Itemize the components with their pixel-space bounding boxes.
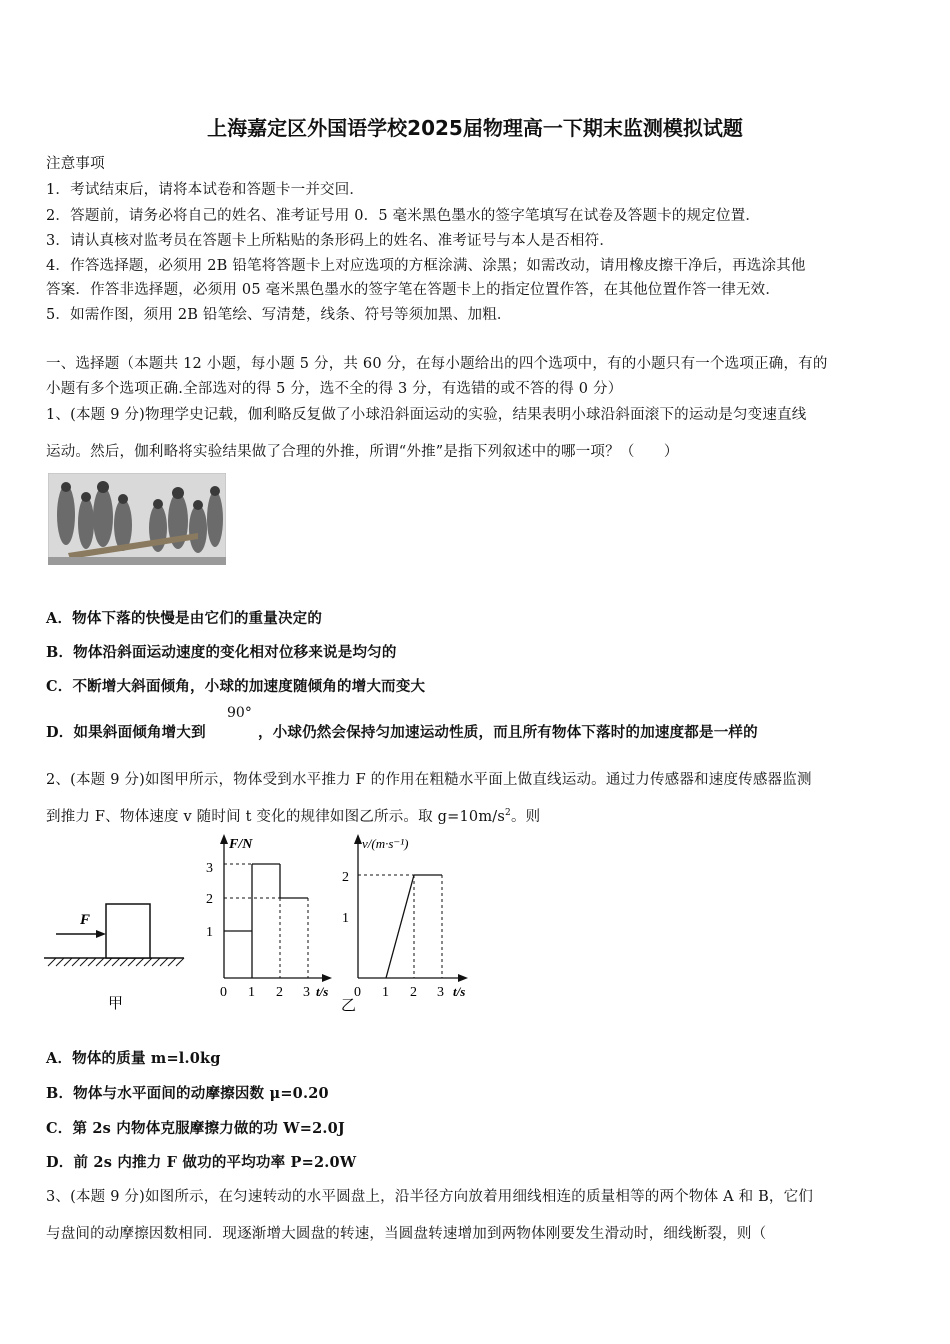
q2-stem: 2、(本题 9 分)如图甲所示，物体受到水平推力 F 的作用在粗糙水平面上做直线运动。通过力传感器和速度传感器监测 <box>46 772 812 788</box>
g2-ylabel: v/(m·s⁻¹) <box>362 836 409 851</box>
q1-option-d-suffix: ，小球仍然会保持匀加速运动性质，而且所有物体下落时的加速度都是一样的 <box>258 724 758 741</box>
q2-option-c: C．第 2s 内物体克服摩擦力做的功 W=2.0J <box>46 1120 345 1137</box>
force-time-graph <box>206 834 332 1000</box>
q2-option-a: A．物体的质量 m=l.0kg <box>46 1050 221 1067</box>
g2-ytick: 1 <box>342 911 349 926</box>
g1-xtick: 1 <box>248 985 255 1000</box>
g1-xtick: 3 <box>303 985 310 1000</box>
notice-item: 3．请认真核对监考员在答题卡上所粘贴的条形码上的姓名、准考证号与本人是否相符． <box>46 233 615 249</box>
g2-xtick: 3 <box>437 985 444 1000</box>
angle-value: 90° <box>227 705 252 721</box>
notice-item: 1．考试结束后，请将本试卷和答题卡一并交回． <box>46 182 365 198</box>
block <box>106 904 150 958</box>
g1-xtick: 2 <box>276 985 283 1000</box>
velocity-time-graph <box>341 834 468 1014</box>
q3-stem: 3、(本题 9 分)如图所示，在匀速转动的水平圆盘上，沿半径方向放着用细线相连的质量相等的两个物体 A 和 B，它们 <box>46 1189 814 1205</box>
section-intro: 一、选择题（本题共 12 小题，每小题 5 分，共 60 分，在每小题给出的四个选项中，有的小题只有一个选项正确，有的 <box>46 356 828 372</box>
g2-xtick: 1 <box>382 985 389 1000</box>
figure-yi <box>196 828 486 1018</box>
g2-xtick: 0 <box>354 985 361 1000</box>
notice-item: 5．如需作图，须用 2B 铅笔绘、写清楚，线条、符号等须加黑、加粗． <box>46 307 512 323</box>
g2-xtick: 2 <box>410 985 417 1000</box>
q1-option-a: A．物体下落的快慢是由它们的重量决定的 <box>46 610 323 627</box>
g2-xlabel: t/s <box>453 984 466 999</box>
q1-option-b: B．物体沿斜面运动速度的变化相对位移来说是均匀的 <box>46 644 397 661</box>
q1-stem: 运动。然后，伽利略将实验结果做了合理的外推，所谓“外推”是指下列叙述中的哪一项？（ ） <box>46 444 679 460</box>
q2-option-d: D．前 2s 内推力 F 做功的平均功率 P=2.0W <box>46 1154 357 1171</box>
q2-stem: 到推力 F、物体速度 v 随时间 t 变化的规律如图乙所示。取 $g=10m/s^2$。则 <box>46 808 541 825</box>
galileo-illustration <box>48 473 226 565</box>
q1-stem: 1、(本题 9 分)物理学史记载，伽利略反复做了小球沿斜面运动的实验，结果表明小球沿斜面滚下的运动是匀变速直线 <box>46 407 807 423</box>
q1-option-d-prefix: D．如果斜面倾角增大到 <box>46 724 206 741</box>
notice-item: 4．作答选择题，必须用 2B 铅笔将答题卡上对应选项的方框涂满、涂黑；如需改动，请用橡皮擦干净后，再选涂其他 <box>46 258 806 274</box>
q3-stem: 与盘间的动摩擦因数相同．现逐渐增大圆盘的转速，当圆盘转速增加到两物体刚要发生滑动时，细线断裂，则（ <box>46 1226 767 1242</box>
q1-option-c: C．不断增大斜面倾角，小球的加速度随倾角的增大而变大 <box>46 678 426 695</box>
notice-heading: 注意事项 <box>46 156 105 172</box>
force-label: F <box>80 912 91 928</box>
velocity-segment <box>386 875 414 978</box>
notice-item: 2．答题前，请务必将自己的姓名、准考证号用 0．5 毫米黑色墨水的签字笔填写在试卷及答题卡的规定位置． <box>46 208 761 224</box>
g1-ytick: 1 <box>206 925 213 940</box>
q2-option-b: B．物体与水平面间的动摩擦因数 μ=0.20 <box>46 1085 329 1102</box>
figure-label-yi: 乙 <box>341 998 357 1014</box>
g1-xlabel: t/s <box>316 984 329 999</box>
figure-label-jia: 甲 <box>108 996 124 1012</box>
g1-ytick: 3 <box>206 861 213 876</box>
ground-hatching <box>48 958 184 966</box>
g1-ytick: 2 <box>206 892 213 907</box>
g1-guides <box>224 864 308 978</box>
section-intro: 小题有多个选项正确.全部选对的得 5 分，选不全的得 3 分，有选错的或不答的得 0 分） <box>46 381 623 397</box>
g1-xtick: 0 <box>220 985 227 1000</box>
g2-ytick: 2 <box>342 870 349 885</box>
page-title: 上海嘉定区外国语学校2025届物理高一下期末监测模拟试题 <box>207 116 743 140</box>
figure-jia <box>44 896 186 1016</box>
g1-ylabel: F/N <box>229 837 253 852</box>
notice-item: 答案．作答非选择题，必须用 05 毫米黑色墨水的签字笔在答题卡上的指定位置作答，在其他位置作答一律无效． <box>46 282 781 298</box>
